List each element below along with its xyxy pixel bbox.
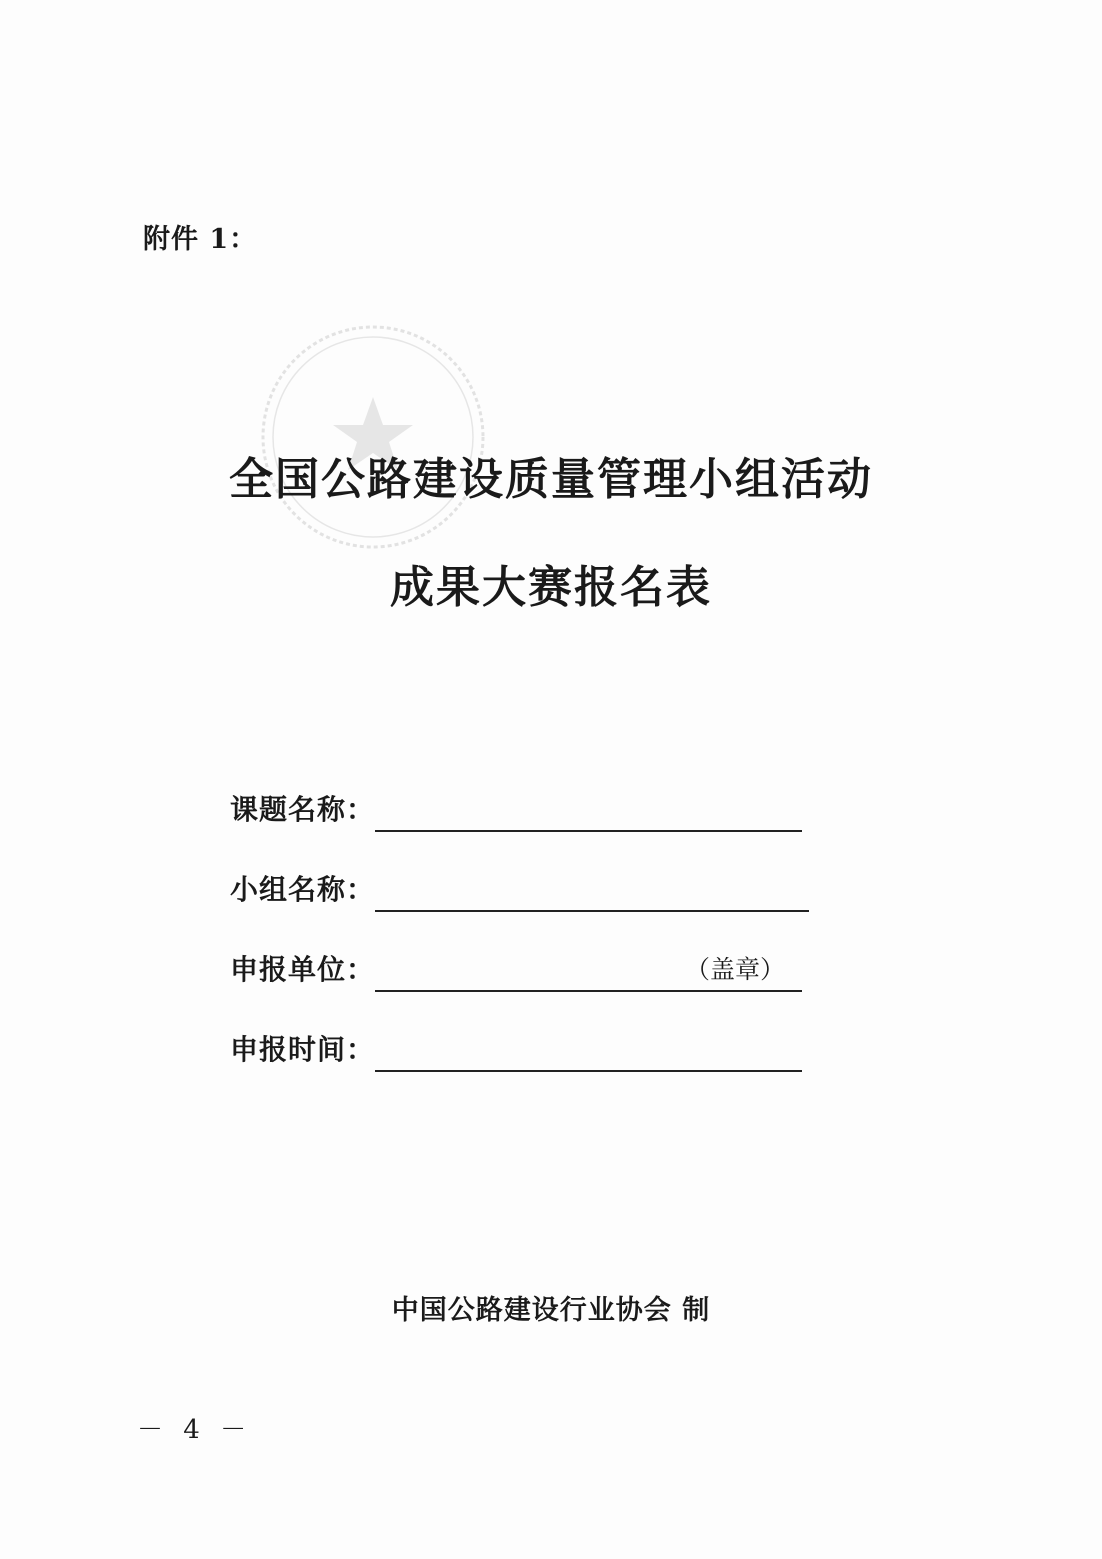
field-label: 小组名称： xyxy=(230,873,376,906)
form-field-applicant-unit xyxy=(230,950,830,994)
form-field-application-date xyxy=(230,1030,830,1074)
official-seal-icon xyxy=(258,322,488,552)
field-label: 申报时间： xyxy=(230,1033,376,1066)
blank-fill-line[interactable] xyxy=(375,910,809,912)
stamp-note: （盖章） xyxy=(685,955,786,984)
document-title-line-2: 成果大赛报名表 xyxy=(390,562,712,613)
blank-fill-line[interactable] xyxy=(375,830,802,832)
attachment-label: 附件 1： xyxy=(143,224,258,255)
field-label: 课题名称： xyxy=(230,793,376,826)
blank-fill-line[interactable] xyxy=(375,990,802,992)
form-field-topic xyxy=(230,790,830,834)
blank-fill-line[interactable] xyxy=(375,1070,802,1072)
issuer-line: 中国公路建设行业协会 制 xyxy=(391,1295,711,1326)
field-label: 申报单位： xyxy=(230,953,376,986)
page-number: － 4 － xyxy=(137,1415,253,1445)
form-field-group-name xyxy=(230,870,830,914)
document-title-line-1: 全国公路建设质量管理小组活动 xyxy=(229,454,873,505)
